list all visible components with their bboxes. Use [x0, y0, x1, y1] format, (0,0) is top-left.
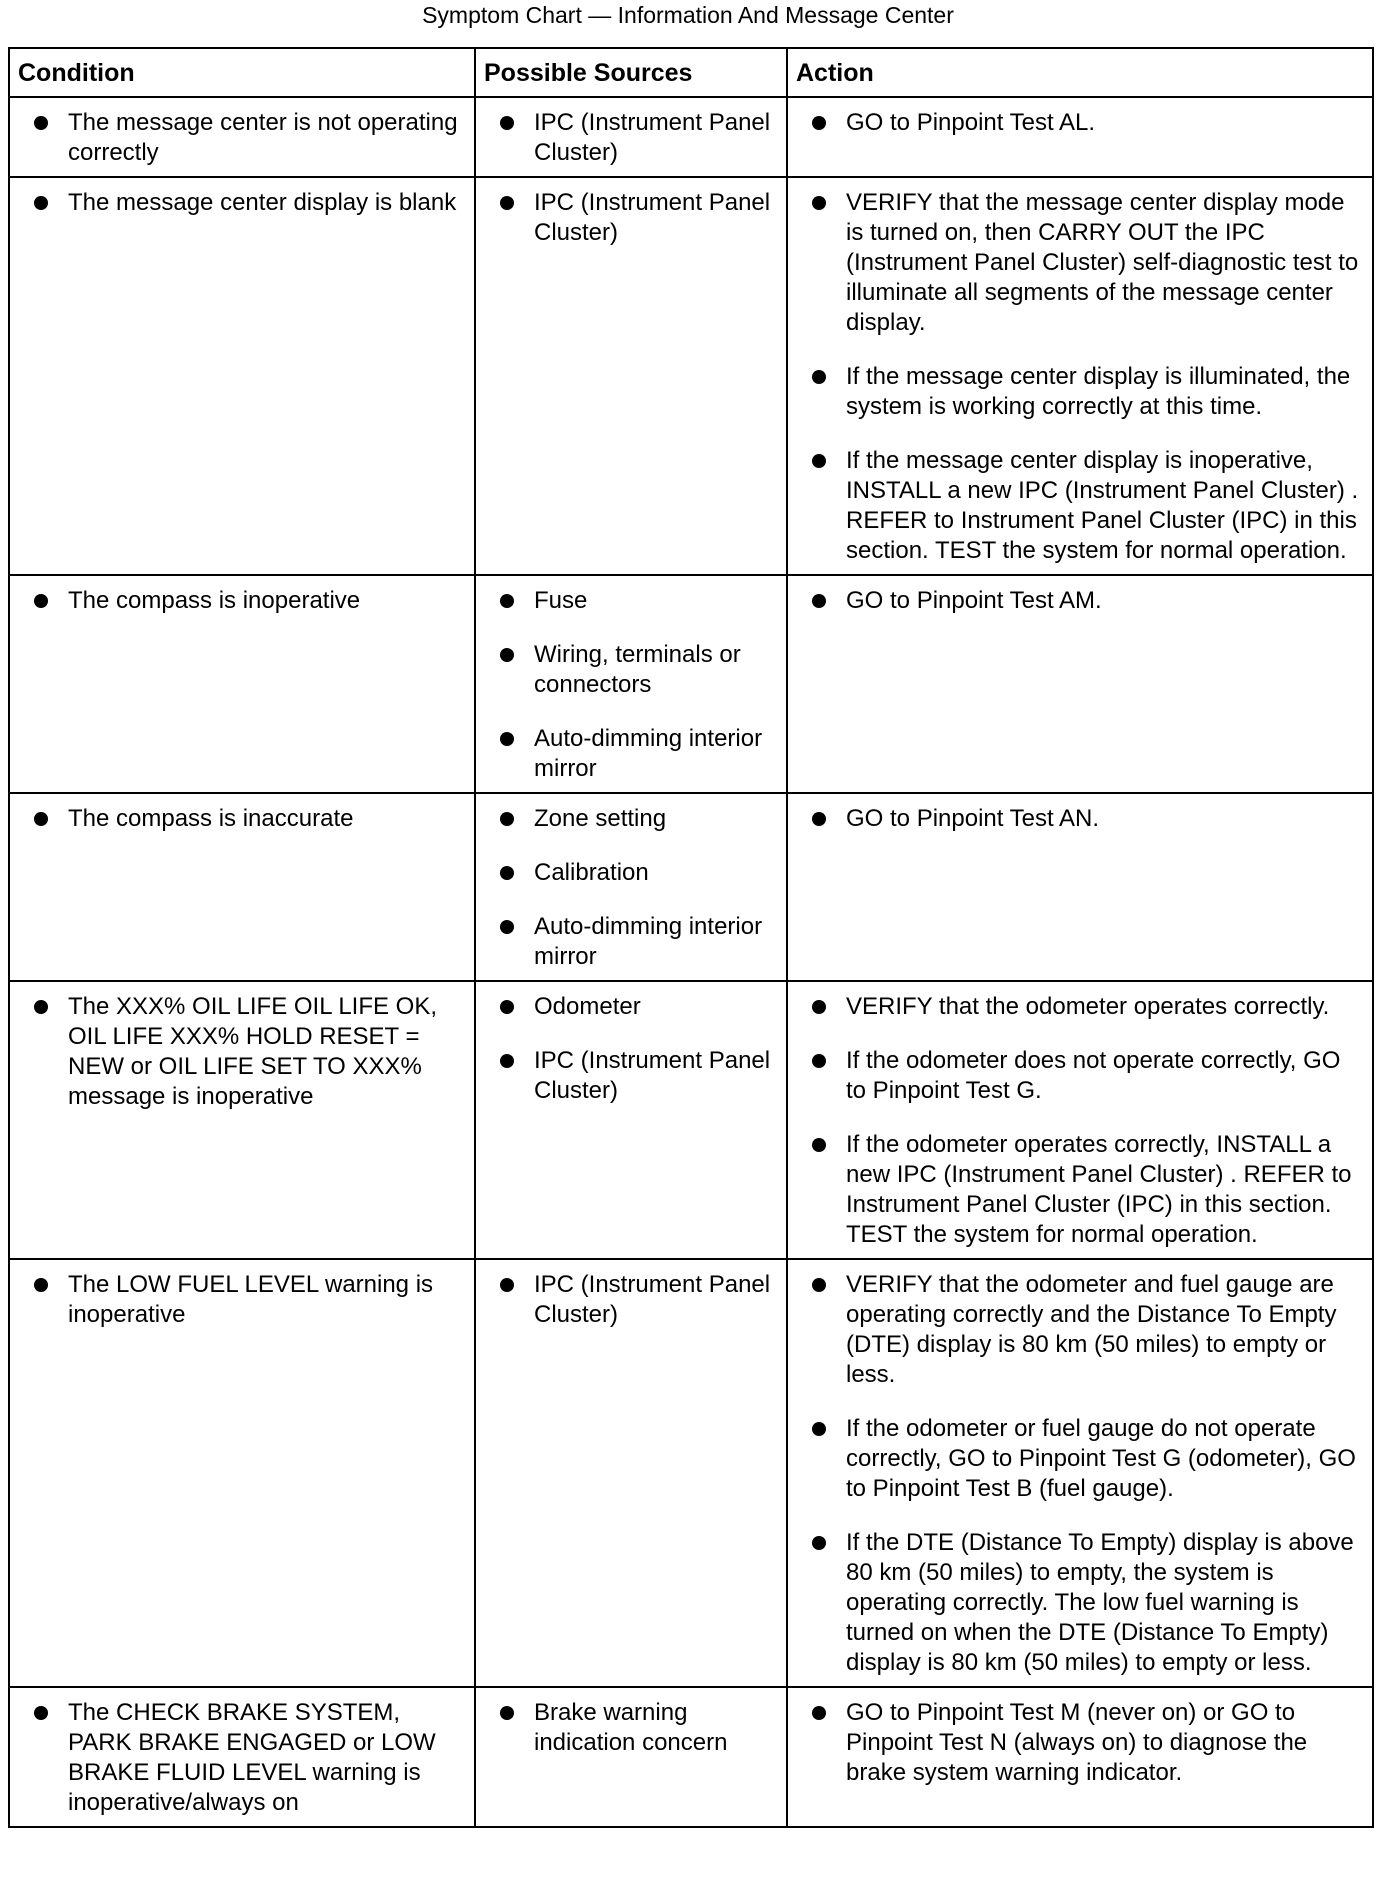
action-cell — [787, 97, 1373, 177]
sources-cell — [475, 97, 787, 177]
action-item: If the message center display is inoperative, INSTALL a new IPC (Instrument Panel Cluster) . REFER to Instrument Panel Cluster (IPC) in this section. TEST the system for normal operation. — [788, 446, 1366, 566]
condition-cell — [9, 97, 475, 177]
action-item: GO to Pinpoint Test M (never on) or GO to Pinpoint Test N (always on) to diagnose the brake system warning indicator. — [788, 1698, 1366, 1788]
condition-item: The LOW FUEL LEVEL warning is inoperative — [10, 1270, 468, 1330]
action-item: VERIFY that the message center display mode is turned on, then CARRY OUT the IPC (Instrument Panel Cluster) self-diagnostic test to illuminate all segments of the message center display. — [788, 188, 1366, 338]
table-row — [9, 981, 1373, 1259]
condition-item: The compass is inaccurate — [10, 804, 468, 834]
action-cell — [787, 1259, 1373, 1687]
table-row — [9, 793, 1373, 981]
action-cell — [787, 981, 1373, 1259]
source-item: Fuse — [476, 586, 780, 616]
table-row — [9, 177, 1373, 575]
action-item: VERIFY that the odometer and fuel gauge are operating correctly and the Distance To Empty (DTE) display is 80 km (50 miles) to empty or less. — [788, 1270, 1366, 1390]
source-item: Wiring, terminals or connectors — [476, 640, 780, 700]
source-item: Zone setting — [476, 804, 780, 834]
source-item: Auto-dimming interior mirror — [476, 724, 780, 784]
condition-item: The compass is inoperative — [10, 586, 468, 616]
source-item: Calibration — [476, 858, 780, 888]
condition-cell — [9, 793, 475, 981]
action-item: If the odometer operates correctly, INSTALL a new IPC (Instrument Panel Cluster) . REFER to Instrument Panel Cluster (IPC) in this section. TEST the system for normal operation. — [788, 1130, 1366, 1250]
condition-cell — [9, 177, 475, 575]
source-item: IPC (Instrument Panel Cluster) — [476, 188, 780, 248]
sources-cell — [475, 1259, 787, 1687]
action-item: GO to Pinpoint Test AN. — [788, 804, 1366, 834]
sources-cell — [475, 1687, 787, 1827]
action-item: If the odometer does not operate correctly, GO to Pinpoint Test G. — [788, 1046, 1366, 1106]
action-item: If the message center display is illuminated, the system is working correctly at this time. — [788, 362, 1366, 422]
source-item: Brake warning indication concern — [476, 1698, 780, 1758]
action-item: If the DTE (Distance To Empty) display is above 80 km (50 miles) to empty, the system is operating correctly. The low fuel warning is turned on when the DTE (Distance To Empty) display is 80 km (50 miles) to empty or less. — [788, 1528, 1366, 1678]
header-action: Action — [787, 48, 1373, 97]
source-item: IPC (Instrument Panel Cluster) — [476, 1046, 780, 1106]
action-cell — [787, 1687, 1373, 1827]
sources-cell — [475, 793, 787, 981]
condition-item: The message center display is blank — [10, 188, 468, 218]
header-possible-sources: Possible Sources — [475, 48, 787, 97]
action-item: GO to Pinpoint Test AM. — [788, 586, 1366, 616]
action-cell — [787, 793, 1373, 981]
symptom-chart-table — [8, 47, 1374, 1828]
source-item: IPC (Instrument Panel Cluster) — [476, 108, 780, 168]
source-item: IPC (Instrument Panel Cluster) — [476, 1270, 780, 1330]
source-item: Odometer — [476, 992, 780, 1022]
condition-cell — [9, 1687, 475, 1827]
page-title: Symptom Chart — Information And Message Center — [422, 2, 954, 28]
source-item: Auto-dimming interior mirror — [476, 912, 780, 972]
action-item: GO to Pinpoint Test AL. — [788, 108, 1366, 138]
table-row — [9, 97, 1373, 177]
sources-cell — [475, 981, 787, 1259]
table-row — [9, 1687, 1373, 1827]
header-condition: Condition — [9, 48, 475, 97]
sources-cell — [475, 575, 787, 793]
table-row — [9, 1259, 1373, 1687]
condition-cell — [9, 575, 475, 793]
action-cell — [787, 177, 1373, 575]
action-cell — [787, 575, 1373, 793]
table-row — [9, 575, 1373, 793]
condition-cell — [9, 981, 475, 1259]
action-item: VERIFY that the odometer operates correctly. — [788, 992, 1366, 1022]
condition-cell — [9, 1259, 475, 1687]
action-item: If the odometer or fuel gauge do not operate correctly, GO to Pinpoint Test G (odometer), GO to Pinpoint Test B (fuel gauge). — [788, 1414, 1366, 1504]
condition-item: The message center is not operating correctly — [10, 108, 468, 168]
condition-item: The XXX% OIL LIFE OIL LIFE OK, OIL LIFE XXX% HOLD RESET = NEW or OIL LIFE SET TO XXX% message is inoperative — [10, 992, 468, 1112]
sources-cell — [475, 177, 787, 575]
condition-item: The CHECK BRAKE SYSTEM, PARK BRAKE ENGAGED or LOW BRAKE FLUID LEVEL warning is inoperative/always on — [10, 1698, 468, 1818]
table-header-row — [9, 48, 1373, 97]
